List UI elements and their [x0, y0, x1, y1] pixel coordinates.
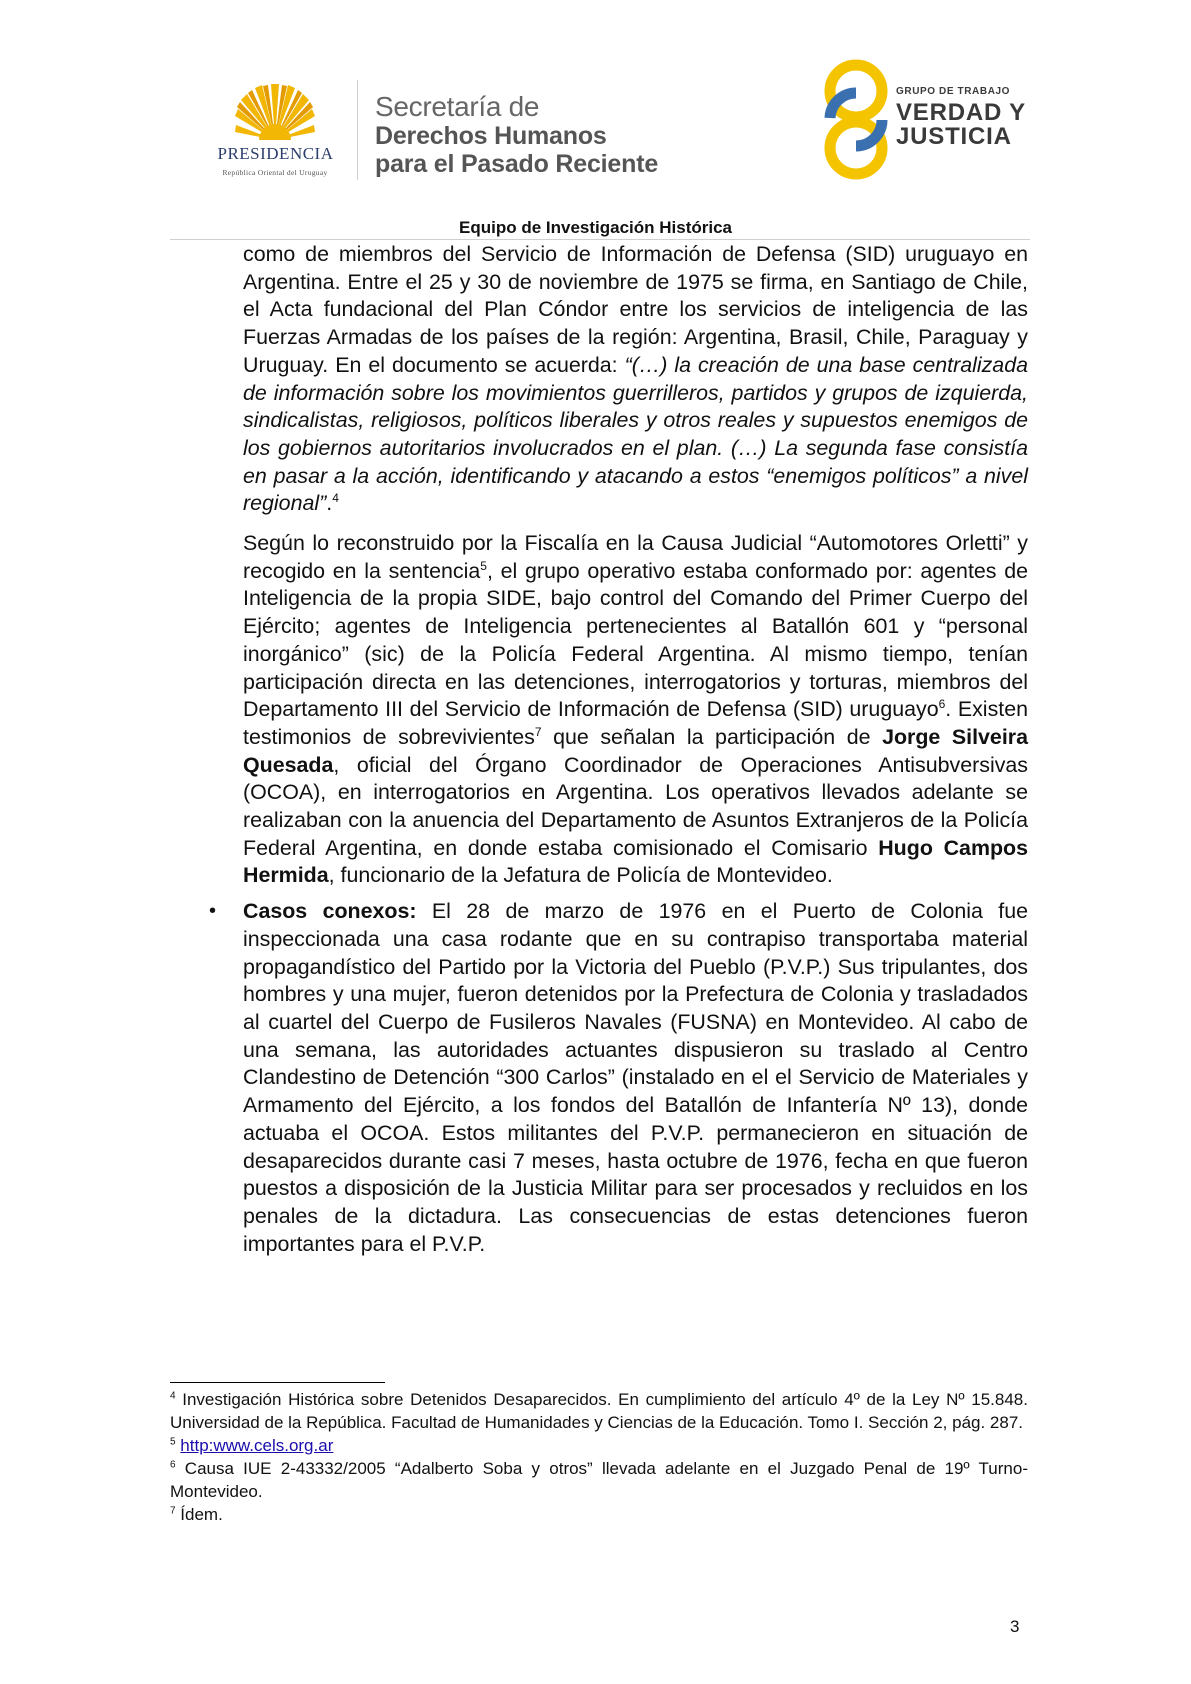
bullet-marker: •: [209, 900, 217, 923]
sun-icon: [235, 82, 315, 142]
paragraph-text: como de miembros del Servicio de Información de Defensa (SID) uruguayo en Argentina. Entre el 25 y 30 de noviembre de 1975 se firma, en Santiago de Chile, el Acta fundacional del Plan Cóndor entre los servicios de inteligencia de las Fuerzas Armadas de los países de la región: Argentina, Brasil, Chile, Paraguay y Uruguay. En el documento se acuerda:: [243, 242, 1028, 377]
footnote-ref[interactable]: 5: [480, 558, 487, 573]
list-item-casos-conexos: [209, 898, 1028, 1258]
person-name: Jorge Silveira Quesada: [243, 724, 1028, 777]
footnote-ref[interactable]: 6: [938, 697, 946, 712]
secretaria-line-3: para el Pasado Reciente: [375, 150, 659, 178]
paragraph-text: , el grupo operativo estaba conformado por: agentes de Inteligencia de la propia SIDE, bajo control del Comando del Primer Cuerpo del Ejército; agentes de Inteligencia pertenecientes al Batallón 601 y “personal inorgánico” (sic) de la Policía Federal Argentina. Al mismo tiempo, tenían participación directa en las detenciones, interrogatorios y torturas, miembros del Departamento III del Servicio de Información de Defensa (SID) uruguayo: [243, 558, 1028, 722]
presidencia-subtitle: República Oriental del Uruguay: [222, 168, 328, 177]
presidencia-logo: [195, 82, 355, 182]
footnote-text: Investigación Histórica sobre Detenidos Desaparecidos. En cumplimiento del artículo 4º de la Ley Nº 15.848. Universidad de la República. Facultad de Humanidades y Ciencias de la Educación. Tomo I. Sección 2, pág. 287.: [170, 1390, 1028, 1432]
secretaria-line-2: Derechos Humanos: [375, 122, 607, 150]
header-divider: [170, 239, 1030, 240]
justicia-label: JUSTICIA: [896, 123, 1012, 150]
bullet-label: Casos conexos:: [243, 899, 417, 924]
paragraph-text: , oficial del Órgano Coordinador de Operaciones Antisubversivas (OCOA), en interrogatorios en Argentina. Los operativos llevados adelante se realizaban con la anuencia del Departamento de Asuntos Extranjeros de la Policía Federal Argentina, en donde estaba comisionado el Comisario: [243, 752, 1028, 860]
paragraph-text: , funcionario de la Jefatura de Policía de Montevideo.: [328, 863, 833, 888]
footnote-text: Causa IUE 2-43332/2005 “Adalberto Soba y otros” llevada adelante en el Juzgado Penal de 19º Turno-Montevideo.: [170, 1459, 1028, 1501]
paragraph-orletti: [243, 530, 1028, 890]
footnote-text: Ídem.: [175, 1505, 223, 1524]
footnote-7: [170, 1503, 1028, 1526]
paragraph-casos-conexos: [243, 898, 1028, 1258]
presidencia-name: PRESIDENCIA: [217, 144, 334, 163]
paragraph-text: . Existen testimonios de sobrevivientes: [243, 697, 1028, 749]
footnote-4: [170, 1388, 1028, 1434]
paragraph-text: El 28 de marzo de 1976 en el Puerto de Colonia fue inspeccionada una casa rodante que en su contrapiso transportaba material propagandístico del Partido por la Victoria del Pueblo (P.V.P.) Sus tripulantes, dos hombres y una mujer, fueron detenidos por la Prefectura de Colonia y trasladados al cuartel del Cuerpo de Fusileros Navales (FUSNA) en Montevideo. Al cabo de una semana, las autoridades actuantes dispusieron su traslado al Centro Clandestino de Detención “300 Carlos” (instalado en el el Servicio de Materiales y Armamento del Ejército, a los fondos del Batallón de Infantería Nº 13), donde actuaba el OCOA. Estos militantes del P.V.P. permanecieron en situación de desaparecidos durante casi 7 meses, hasta octubre de 1976, fecha en que fueron puestos a disposición de la Justicia Militar para ser procesados y recluidos en los penales de la dictadura. Las consecuencias de estas detenciones fueron importantes para el P.V.P.: [243, 899, 1028, 1256]
secretaria-line-1: Secretaría de: [375, 91, 540, 122]
cels-link[interactable]: http:www.cels.org.ar: [180, 1436, 334, 1455]
footnote-divider: [170, 1382, 385, 1383]
paragraph-plan-condor: [243, 241, 1028, 518]
page-number: 3: [1010, 1617, 1020, 1636]
logo-divider: [357, 80, 358, 180]
footnote-5: [170, 1434, 1028, 1457]
verdad-justicia-logo: [820, 58, 1030, 183]
team-title: Equipo de Investigación Histórica: [459, 218, 732, 237]
verdad-label: VERDAD Y: [896, 99, 1026, 126]
footnote-number: 7: [170, 1505, 176, 1517]
paragraph-text: Según lo reconstruido por la Fiscalía en la Causa Judicial “Automotores Orletti” y recogido en la sentencia: [243, 531, 1028, 583]
grupo-trabajo-label: GRUPO DE TRABAJO: [896, 86, 1011, 97]
document-body: [209, 241, 1029, 1258]
footnote-6: [170, 1457, 1028, 1503]
page-header: [0, 0, 1191, 237]
footnote-number: 5: [170, 1436, 176, 1448]
infinity-rings-icon: [820, 58, 892, 183]
person-name: Hugo Campos Hermida: [243, 835, 1029, 888]
footnote-ref[interactable]: 4: [332, 491, 339, 506]
footnote-number: 6: [170, 1459, 176, 1471]
quote-text: “(…) la creación de una base centralizada de información sobre los movimientos guerrilleros, partidos y grupos de izquierda, sindicalistas, religiosos, políticos liberales y otros reales y supuestos enemigos de los gobiernos autoritarios involucrados en el plan. (…) La segunda fase consistía en pasar a la acción, identificando y atacando a estos “enemigos políticos” a nivel regional”: [243, 352, 1028, 516]
footnote-ref[interactable]: 7: [534, 724, 542, 739]
footnote-number: 4: [170, 1390, 176, 1402]
footnotes: [170, 1388, 1028, 1526]
secretaria-logo: [375, 92, 658, 178]
paragraph-text: que señalan la participación de: [541, 724, 883, 749]
paragraph-text: .: [326, 491, 333, 516]
